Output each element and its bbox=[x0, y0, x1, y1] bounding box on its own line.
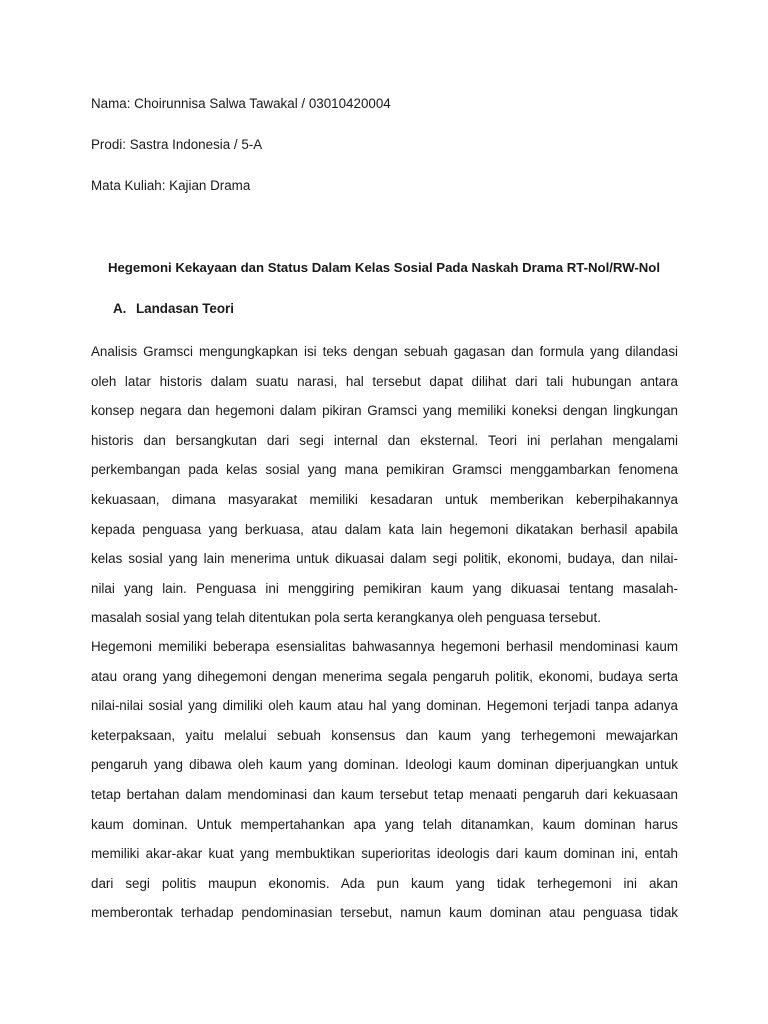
section-letter: A. bbox=[113, 301, 127, 316]
paragraph-line: pengaruh yang dibawa oleh kaum yang dominan. Ideologi kaum dominan diperjuangkan untuk bbox=[91, 757, 678, 773]
paragraph-line: Analisis Gramsci mengungkapkan isi teks dengan sebuah gagasan dan formula yang dilandasi bbox=[91, 344, 678, 359]
paragraph-line: kepada penguasa yang berkuasa, atau dalam kata lain hegemoni dikatakan berhasil apabila bbox=[91, 521, 678, 537]
paragraph-line: nilai-nilai sosial yang dimiliki oleh kaum atau hal yang dominan. Hegemoni terjadi tanpa adanya bbox=[91, 698, 678, 714]
course-line: Mata Kuliah: Kajian Drama bbox=[91, 178, 251, 193]
paragraph-line: dari segi politis maupun ekonomis. Ada pun kaum yang tidak terhegemoni ini akan bbox=[91, 875, 678, 891]
paragraph-2 bbox=[91, 632, 678, 928]
paragraph-line: atau orang yang dihegemoni dengan menerima segala pengaruh politik, ekonomi, budaya serta bbox=[91, 668, 678, 684]
paragraph-line: perkembangan pada kelas sosial yang mana pemikiran Gramsci menggambarkan fenomena bbox=[91, 462, 678, 478]
section-heading bbox=[113, 300, 234, 318]
paragraph-line: masalah sosial yang telah ditentukan pola serta kerangkanya oleh penguasa tersebut. bbox=[91, 610, 601, 626]
paragraph-line: kelas sosial yang lain menerima untuk dikuasai dalam segi politik, ekonomi, budaya, dan nilai- bbox=[91, 551, 678, 567]
paragraph-line: memberontak terhadap pendominasian tersebut, namun kaum dominan atau penguasa tidak bbox=[91, 905, 678, 921]
student-name-line: Nama: Choirunnisa Salwa Tawakal / 03010420004 bbox=[91, 96, 391, 111]
paragraph-1 bbox=[91, 337, 678, 633]
paragraph-line: Hegemoni memiliki beberapa esensialitas bahwasannya hegemoni berhasil mendominasi kaum bbox=[91, 639, 678, 654]
paragraph-line: memiliki akar-akar kuat yang membuktikan superioritas ideologis dari kaum dominan ini, entah bbox=[91, 846, 678, 862]
paragraph-line: konsep negara dan hegemoni dalam pikiran Gramsci yang memiliki koneksi dengan lingkungan bbox=[91, 403, 678, 419]
document-title: Hegemoni Kekayaan dan Status Dalam Kelas Sosial Pada Naskah Drama RT-Nol/RW-Nol bbox=[107, 260, 661, 275]
study-program-line: Prodi: Sastra Indonesia / 5-A bbox=[91, 137, 263, 152]
paragraph-line: kekuasaan, dimana masyarakat memiliki kesadaran untuk memberikan keberpihakannya bbox=[91, 491, 678, 507]
paragraph-line: keterpaksaan, yaitu melalui sebuah konsensus dan kaum yang terhegemoni mewajarkan bbox=[91, 727, 678, 743]
paragraph-line: oleh latar historis dalam suatu narasi, hal tersebut dapat dilihat dari tali hubungan antara bbox=[91, 373, 678, 389]
paragraph-line: kaum dominan. Untuk mempertahankan apa yang telah ditanamkan, kaum dominan harus bbox=[91, 816, 678, 832]
paragraph-line: historis dan bersangkutan dari segi internal dan eksternal. Teori ini perlahan mengalami bbox=[91, 432, 678, 448]
paragraph-line: tetap bertahan dalam mendominasi dan kaum tersebut tetap menaati pengaruh dari kekuasaan bbox=[91, 786, 678, 802]
section-title: Landasan Teori bbox=[136, 301, 234, 316]
paragraph-line: nilai yang lain. Penguasa ini menggiring pemikiran kaum yang dikuasai tentang masalah- bbox=[91, 580, 678, 596]
